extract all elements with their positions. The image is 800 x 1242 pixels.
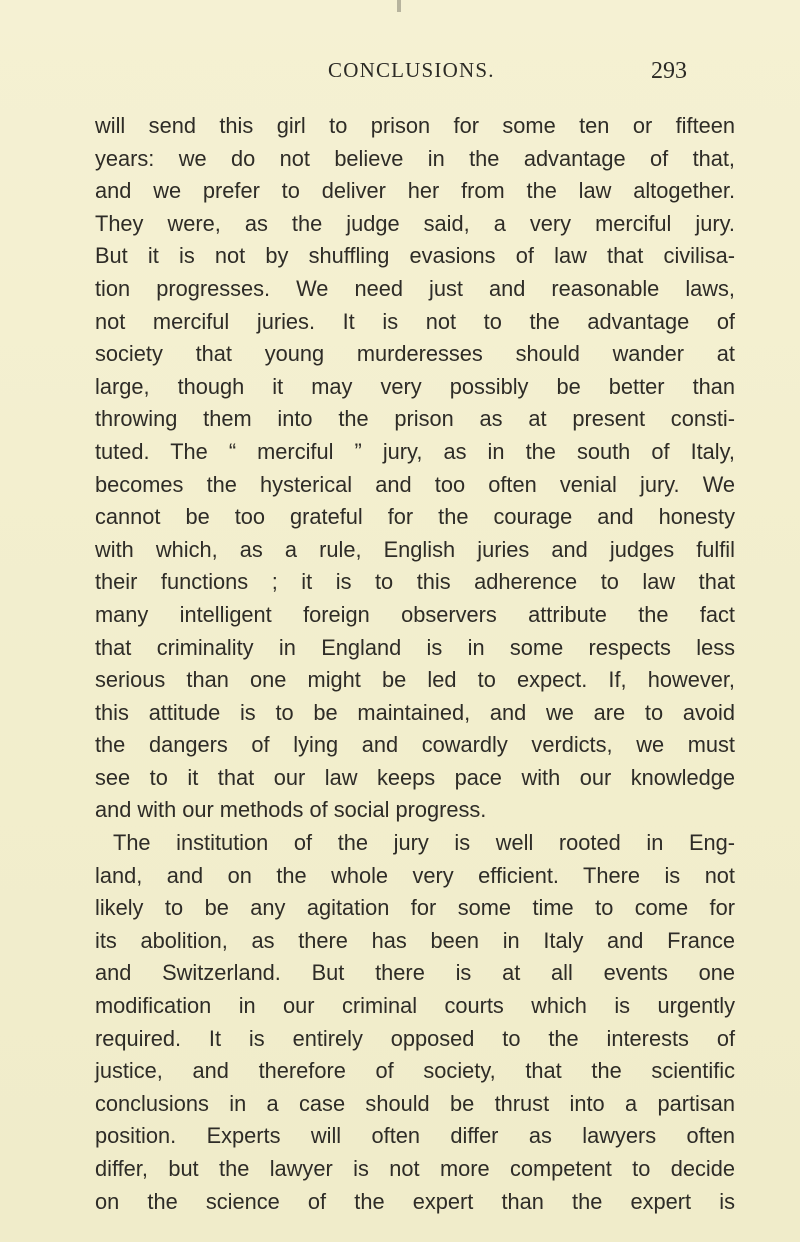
text-line: cannot be too grateful for the courage and honesty — [95, 504, 735, 530]
text-line: justice, and therefore of society, that the scientific — [95, 1058, 735, 1084]
text-line: tion progresses. We need just and reasonable laws, — [95, 275, 735, 301]
text-line: land, and on the whole very efficient. There is not — [95, 862, 735, 888]
text-line: and we prefer to deliver her from the law altogether. — [95, 178, 735, 204]
text-line: required. It is entirely opposed to the interests of — [95, 1025, 735, 1051]
text-line: throwing them into the prison as at present consti- — [95, 406, 735, 432]
text-line: its abolition, as there has been in Italy and France — [95, 927, 735, 953]
text-line: see to it that our law keeps pace with our knowledge — [95, 764, 735, 790]
text-line: their functions ; it is to this adherence to law that — [95, 569, 735, 595]
text-line: and Switzerland. But there is at all events one — [95, 960, 735, 986]
text-line: differ, but the lawyer is not more competent to decide — [95, 1156, 735, 1181]
running-head — [0, 58, 800, 88]
text-line: not merciful juries. It is not to the advantage of — [95, 308, 735, 334]
text-line: large, though it may very possibly be better than — [95, 373, 735, 399]
text-line: They were, as the judge said, a very merciful jury. — [95, 210, 735, 236]
text-line: society that young murderesses should wander at — [95, 341, 735, 367]
text-line: many intelligent foreign observers attribute the fact — [95, 601, 735, 627]
text-line: this attitude is to be maintained, and we are to avoid — [95, 699, 735, 725]
body-text — [95, 110, 735, 1218]
text-line: and with our methods of social progress. — [95, 797, 487, 823]
text-line: with which, as a rule, English juries and judges fulfil — [95, 536, 735, 562]
text-line: conclusions in a case should be thrust into a partisan — [95, 1090, 735, 1116]
text-line: on the science of the expert than the expert is — [95, 1188, 735, 1214]
text-line: modification in our criminal courts which is urgently — [95, 993, 735, 1019]
text-line: The institution of the jury is well rooted in Eng- — [113, 830, 735, 856]
running-title: CONCLUSIONS. — [328, 58, 495, 82]
text-line: that criminality in England is in some respects less — [95, 634, 735, 660]
text-line: the dangers of lying and cowardly verdicts, we must — [95, 732, 735, 758]
text-line: likely to be any agitation for some time to come for — [95, 895, 735, 921]
text-line: becomes the hysterical and too often venial jury. We — [95, 471, 735, 497]
text-line: But it is not by shuffling evasions of law that civilisa- — [95, 243, 735, 269]
page-number: 293 — [651, 58, 687, 84]
print-mark — [397, 0, 401, 12]
text-line: tuted. The “ merciful ” jury, as in the south of Italy, — [95, 438, 735, 464]
text-line: position. Experts will often differ as lawyers often — [95, 1123, 735, 1149]
text-line: years: we do not believe in the advantage of that, — [95, 145, 735, 171]
text-line: serious than one might be led to expect. If, however, — [95, 667, 735, 693]
text-line: will send this girl to prison for some ten or fifteen — [95, 113, 735, 138]
